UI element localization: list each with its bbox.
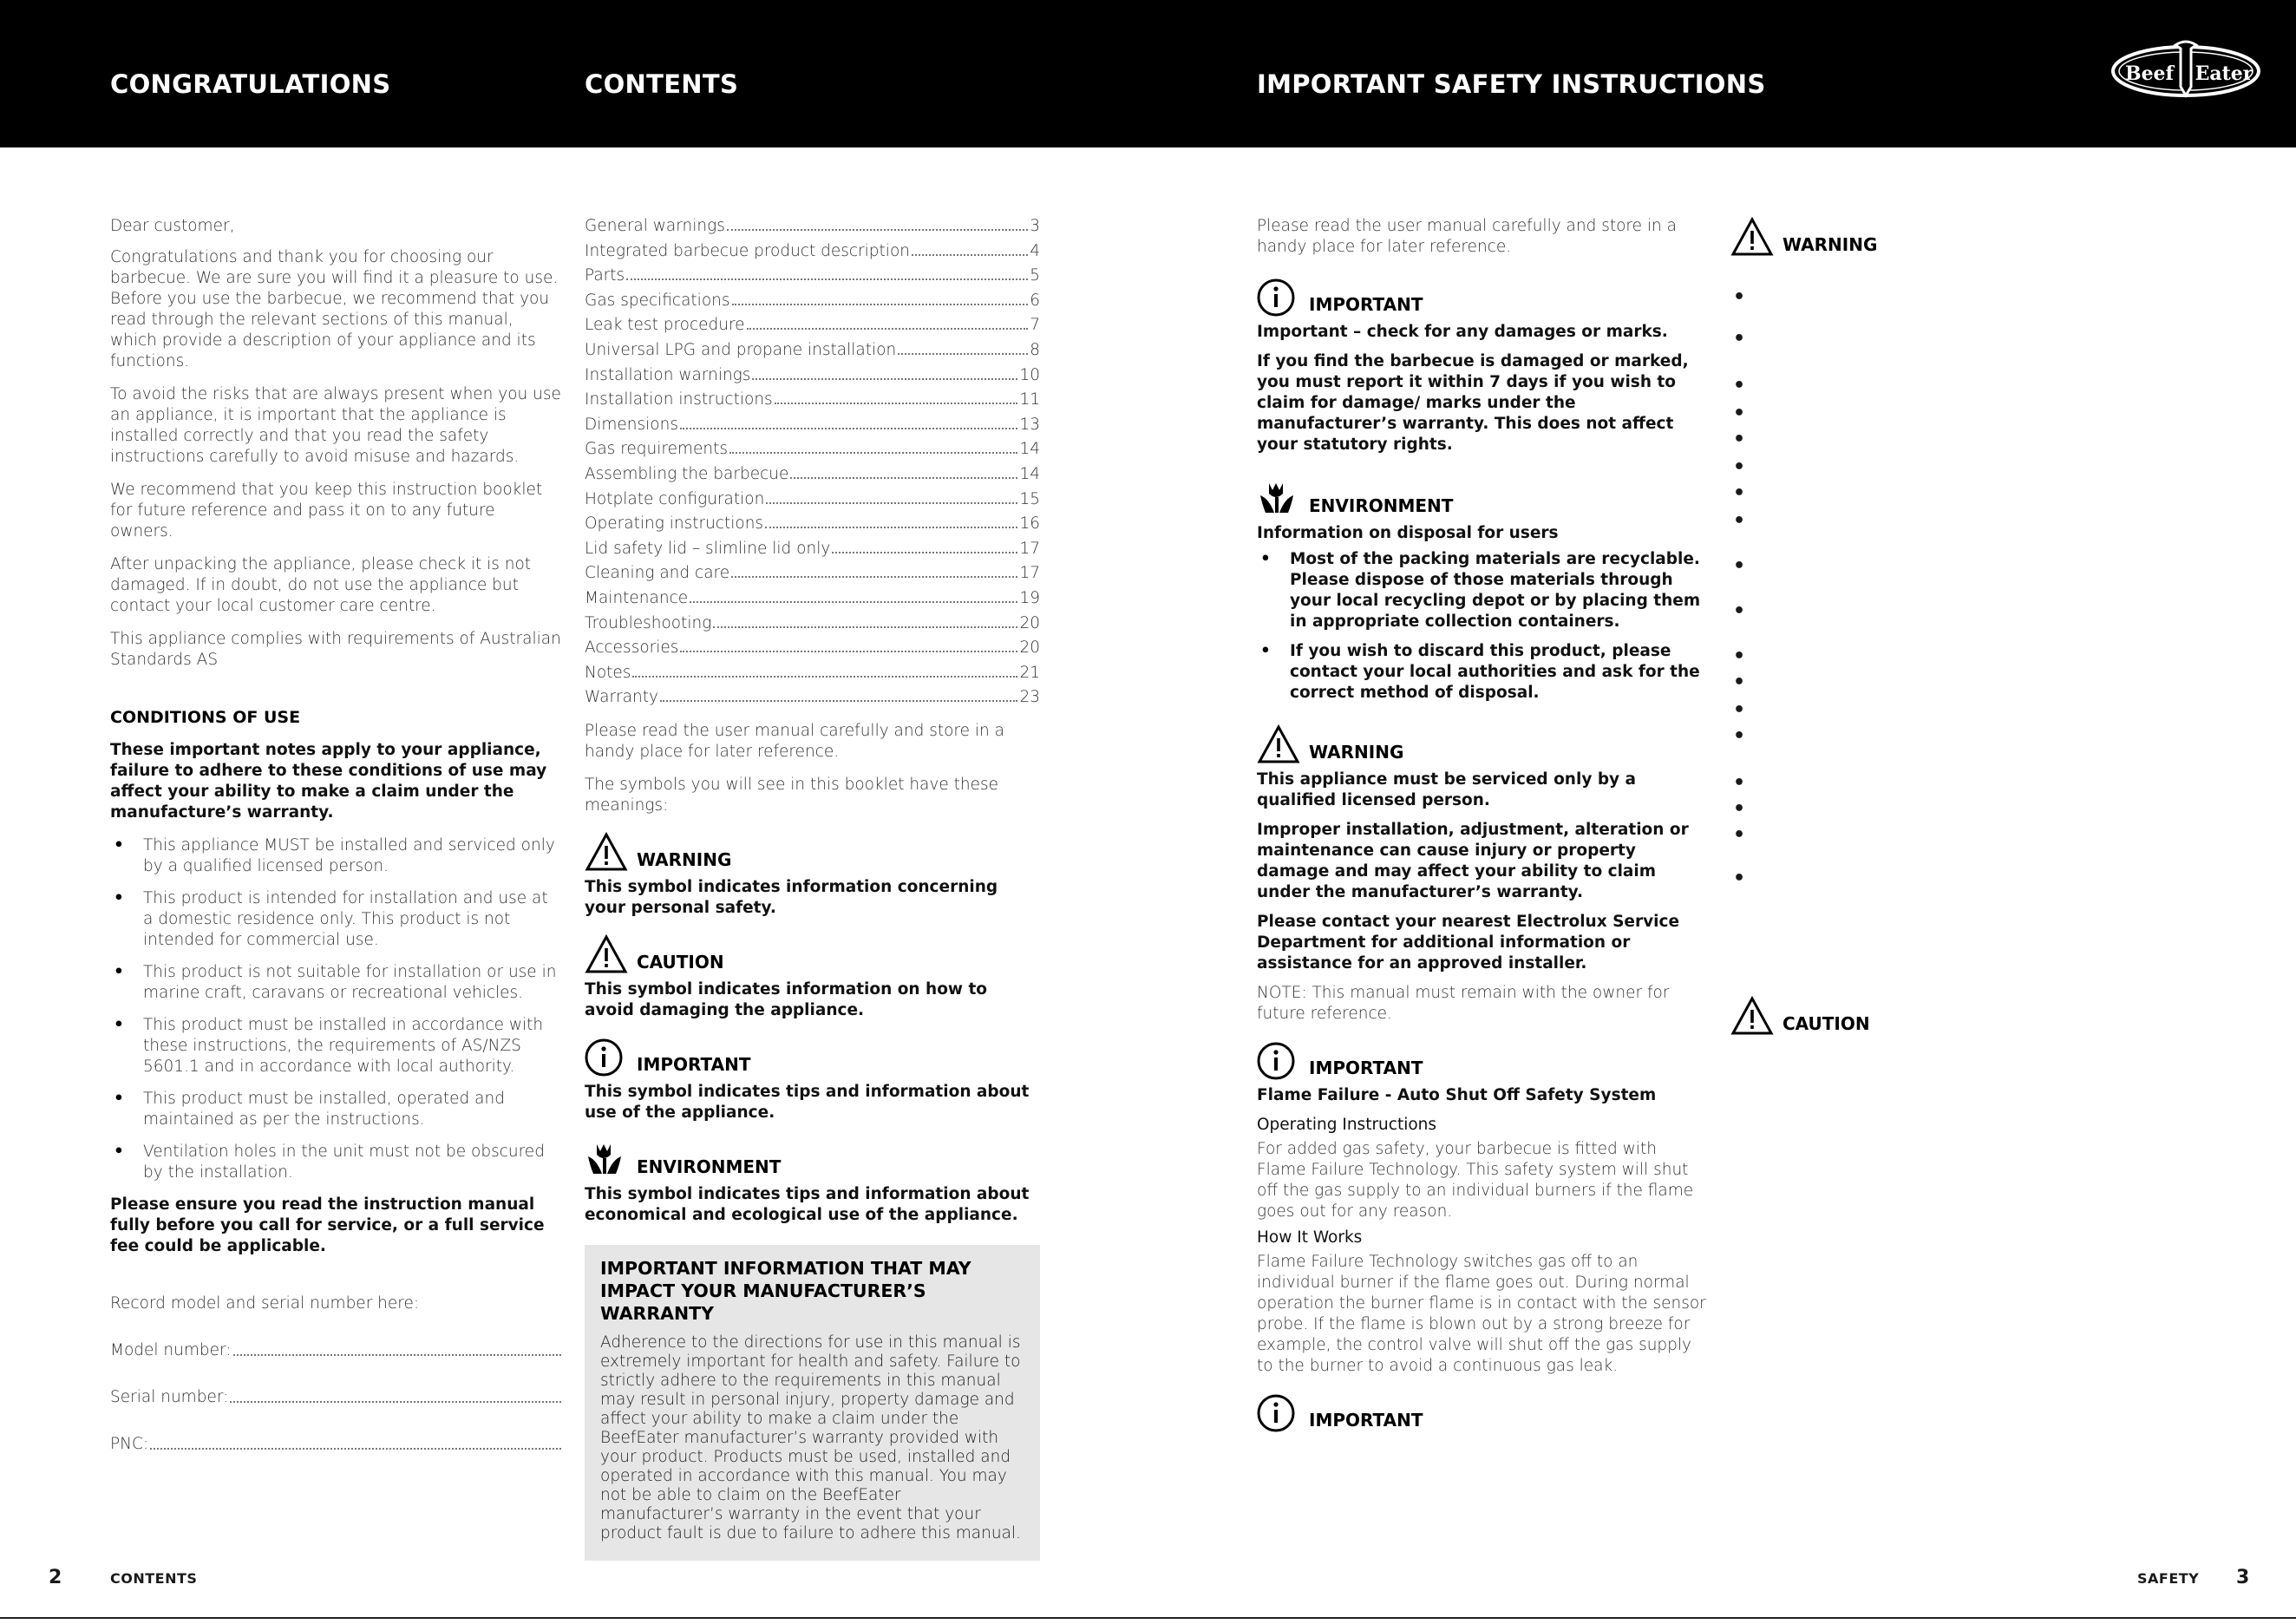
important-symbol-heading: [585, 1037, 1040, 1077]
operating-heading: Operating Instructions: [1257, 1116, 1437, 1134]
environment-leaf-icon: [585, 1139, 628, 1179]
list-item: • Most of the packing materials are recyclable. Please dispose of those materials through your local recycling depot or by placing them in appropriate collection containers.: [1257, 549, 1710, 632]
serial-number-label: Serial number:: [110, 1388, 229, 1406]
far-bullet: •: [1733, 403, 1746, 424]
disposal-list: [1257, 549, 1710, 704]
pnc-label: PNC:: [110, 1435, 149, 1453]
warning-title: WARNING: [637, 848, 732, 870]
environment-title: ENVIRONMENT: [637, 1156, 782, 1177]
conditions-intro: These important notes apply to your appliance, failure to adhere to these conditions of use may affect your ability to make a claim under the manufacture’s warranty.: [110, 741, 547, 822]
list-item: • This appliance MUST be installed and serviced only by a qualified licensed person.: [110, 835, 561, 877]
warranty-info-box: [585, 1245, 1040, 1561]
toc-row[interactable]: Integrated barbecue product description 4: [585, 241, 1040, 260]
warranty-box-title: IMPORTANT INFORMATION THAT MAY IMPACT YOUR MANUFACTURER’S WARRANTY: [600, 1257, 971, 1324]
contents-column: [585, 216, 1040, 1561]
right-footer-label: SAFETY: [2137, 1570, 2200, 1587]
how-text: Flame Failure Technology switches gas off to an individual burner if the flame goes out. During normal operation the burner flame is in contact with the sensor probe. If the flame is blown out by a strong breeze for example, the control valve will shut off the gas supply to the burner to avoid a continuous gas leak.: [1257, 1253, 1706, 1375]
pnc-line: [110, 1434, 561, 1455]
caution-icon: [585, 934, 628, 974]
warranty-box-text: Adherence to the directions for use in this manual is extremely important for health and safety. Failure to strictly adhere to the requirements in this manual may result in personal injury, property damage and affect your ability to make a claim under the BeefEater manufacturer’s warranty provided with your product. Products must be used, installed and operated in accordance with this manual. You may not be able to claim on the BeefEater manufacturer’s warranty in the event that your product fault is due to failure to adhere this manual.: [600, 1333, 1021, 1542]
list-item: • This product is not suitable for installation or use in marine craft, caravans or recreational vehicles.: [110, 962, 561, 1004]
right-page-number: 3: [2236, 1567, 2250, 1588]
model-number-label: Model number:: [110, 1341, 232, 1359]
left-page-number: 2: [49, 1567, 62, 1588]
toc-row[interactable]: Parts 5: [585, 266, 1040, 285]
toc-row[interactable]: Cleaning and care 17: [585, 564, 1040, 583]
far-bullet: •: [1733, 510, 1746, 532]
intro-paragraph-1: Congratulations and thank you for choosing our barbecue. We are sure you will find it a pleasure to use. Before you use the barbecue, we recommend that you read through the relevant sections of this manual, which provide a description of your appliance and its functions.: [110, 248, 559, 370]
record-intro: Record model and serial number here:: [110, 1294, 420, 1313]
toc-row[interactable]: Operating instructions 16: [585, 514, 1040, 534]
warning-title: WARNING: [1309, 742, 1404, 763]
logo-text-eater: Eater: [2195, 62, 2253, 85]
environment-heading: [1257, 478, 1710, 518]
conditions-heading: CONDITIONS OF USE: [110, 708, 301, 727]
far-bullet: •: [1733, 798, 1746, 820]
toc-row[interactable]: Dimensions 13: [585, 415, 1040, 434]
far-warning-heading: [1730, 217, 1991, 257]
far-bullet: •: [1733, 482, 1746, 504]
environment-title: ENVIRONMENT: [1309, 495, 1454, 516]
salutation: Dear customer,: [110, 217, 235, 235]
intro-paragraph-2: To avoid the risks that are always present when you use an appliance, it is important that the appliance is installed correctly and that you read the safety instructions carefully to avoid misuse and hazards.: [110, 385, 561, 466]
important-heading-3: [1257, 1392, 1710, 1432]
far-right-column: [1730, 217, 1991, 262]
far-bullet: •: [1733, 375, 1746, 396]
toc-row[interactable]: Warranty 23: [585, 688, 1040, 707]
list-item: • This product must be installed in accordance with these instructions, the requirements of AS/NZS 5601.1 and in accordance with local authority.: [110, 1015, 561, 1077]
important-heading-1: [1257, 277, 1710, 317]
header-bar: [0, 0, 2296, 147]
toc-row[interactable]: Universal LPG and propane installation 8: [585, 340, 1040, 359]
far-caution-title: CAUTION: [1783, 1013, 1870, 1034]
environment-text: This symbol indicates tips and information about economical and ecological use of the appliance.: [585, 1184, 1030, 1224]
far-bullet: •: [1733, 671, 1746, 693]
far-bullet: •: [1733, 429, 1746, 450]
far-bullet: •: [1733, 286, 1746, 308]
warning-icon: [1730, 217, 1774, 257]
warning-symbol-heading: [585, 832, 1040, 872]
list-item: • This product is intended for installation and use at a domestic residence only. This product is not intended for commercial use.: [110, 888, 561, 951]
caution-text: This symbol indicates information on how to avoid damaging the appliance.: [585, 979, 987, 1019]
far-bullet: •: [1733, 328, 1746, 350]
info-icon: [1257, 1040, 1300, 1080]
contents-title: CONTENTS: [585, 69, 739, 99]
far-bullet: •: [1733, 555, 1746, 577]
warning-heading: [1257, 724, 1710, 764]
far-bullet: •: [1733, 824, 1746, 846]
important-title-2: IMPORTANT: [1309, 1058, 1423, 1078]
important-text: This symbol indicates tips and information about use of the appliance.: [585, 1082, 1030, 1122]
important-title-3: IMPORTANT: [1309, 1410, 1423, 1431]
intro-paragraph-5: This appliance complies with requirements of Australian Standards AS: [110, 630, 561, 669]
info-icon: [1257, 277, 1300, 317]
caution-title: CAUTION: [637, 951, 724, 972]
toc-row[interactable]: Leak test procedure 7: [585, 316, 1040, 335]
caution-symbol-heading: [585, 934, 1040, 974]
environment-symbol-heading: [585, 1139, 1040, 1179]
toc-row[interactable]: Maintenance 19: [585, 588, 1040, 607]
important-text-1: If you find the barbecue is damaged or marked, you must report it within 7 days if you wish to claim for damage/ marks under the manufacturer’s warranty. This does not affect your statutory rights.: [1257, 352, 1689, 454]
congratulations-column: [110, 216, 561, 1481]
toc-row[interactable]: General warnings 3: [585, 217, 1040, 235]
toc-row[interactable]: Assembling the barbecue 14: [585, 464, 1040, 483]
conditions-list: [110, 835, 561, 1183]
info-icon: [585, 1037, 628, 1077]
toc-row[interactable]: Hotplate configuration 15: [585, 489, 1040, 508]
toc-row[interactable]: Gas specifications 6: [585, 291, 1040, 310]
safety-read-note: Please read the user manual carefully and store in a handy place for later reference.: [1257, 217, 1677, 256]
important-heading-2: [1257, 1040, 1710, 1080]
far-caution-block: [1730, 996, 1991, 1041]
bottom-rule: [0, 1617, 2296, 1619]
far-bullet: •: [1733, 699, 1746, 721]
logo-text-beef: Beef: [2124, 62, 2175, 85]
list-item: • If you wish to discard this product, please contact your local authorities and ask for the correct method of disposal.: [1257, 641, 1710, 704]
far-warning-title: WARNING: [1783, 234, 1878, 255]
manual-note: NOTE: This manual must remain with the owner for future reference.: [1257, 984, 1670, 1023]
far-bullet: •: [1733, 868, 1746, 889]
far-bullet: •: [1733, 725, 1746, 747]
toc-row[interactable]: Troubleshooting 20: [585, 613, 1040, 632]
environment-sub: Information on disposal for users: [1257, 524, 1559, 542]
toc-row[interactable]: Accessories 20: [585, 638, 1040, 658]
how-heading: How It Works: [1257, 1228, 1363, 1247]
warning-p2: Improper installation, adjustment, alteration or maintenance can cause injury or property damage and may affect your ability to claim under the manufacturer’s warranty.: [1257, 821, 1689, 901]
toc-row[interactable]: Gas requirements 14: [585, 440, 1040, 459]
warning-icon: [585, 832, 628, 872]
intro-paragraph-4: After unpacking the appliance, please check it is not damaged. If in doubt, do not use the appliance but contact your local customer care centre.: [110, 555, 532, 615]
toc-list: [585, 216, 1040, 712]
important-title: IMPORTANT: [637, 1053, 751, 1075]
environment-leaf-icon: [1257, 478, 1300, 518]
safety-title: IMPORTANT SAFETY INSTRUCTIONS: [1257, 69, 1766, 99]
list-item: • Ventilation holes in the unit must not be obscured by the installation.: [110, 1142, 561, 1183]
far-caution-heading: [1730, 996, 1991, 1036]
important-title-1: IMPORTANT: [1309, 294, 1423, 315]
flame-failure-sub: Flame Failure - Auto Shut Off Safety System: [1257, 1086, 1657, 1104]
caution-icon: [1730, 996, 1774, 1036]
serial-number-line: [110, 1387, 561, 1408]
far-bullet: •: [1733, 600, 1746, 622]
safety-column: [1257, 216, 1710, 1437]
toc-row[interactable]: Installation warnings 10: [585, 365, 1040, 384]
toc-row[interactable]: Notes 21: [585, 663, 1040, 682]
important-sub-1: Important – check for any damages or marks.: [1257, 323, 1668, 341]
toc-row[interactable]: Installation instructions 11: [585, 390, 1040, 409]
toc-row[interactable]: Lid safety lid – slimline lid only 17: [585, 539, 1040, 558]
left-footer-label: CONTENTS: [110, 1570, 198, 1587]
operating-text: For added gas safety, your barbecue is fitted with Flame Failure Technology. This safety system will shut off the gas supply to an individual burners if the flame goes out for any reason.: [1257, 1140, 1694, 1221]
beefeater-logo: [2108, 36, 2264, 109]
read-note: Please read the user manual carefully and store in a handy place for later reference.: [585, 721, 1004, 761]
congratulations-title: CONGRATULATIONS: [110, 69, 391, 99]
symbols-intro: The symbols you will see in this booklet have these meanings:: [585, 775, 998, 815]
far-bullet: •: [1733, 772, 1746, 794]
far-bullet: •: [1733, 456, 1746, 478]
warning-text: This symbol indicates information concerning your personal safety.: [585, 877, 998, 917]
info-icon: [1257, 1392, 1300, 1432]
model-number-line: [110, 1340, 561, 1361]
warning-icon: [1257, 724, 1300, 764]
warning-p1: This appliance must be serviced only by a qualified licensed person.: [1257, 770, 1637, 809]
far-bullet: •: [1733, 645, 1746, 667]
intro-paragraph-3: We recommend that you keep this instruction booklet for future reference and pass it on to any future owners.: [110, 481, 543, 540]
warning-p3: Please contact your nearest Electrolux Service Department for additional information or assistance for an approved installer.: [1257, 913, 1679, 972]
list-item: • This product must be installed, operated and maintained as per the instructions.: [110, 1089, 561, 1130]
conditions-outro: Please ensure you read the instruction manual fully before you call for service, or a full service fee could be applicable.: [110, 1195, 545, 1255]
